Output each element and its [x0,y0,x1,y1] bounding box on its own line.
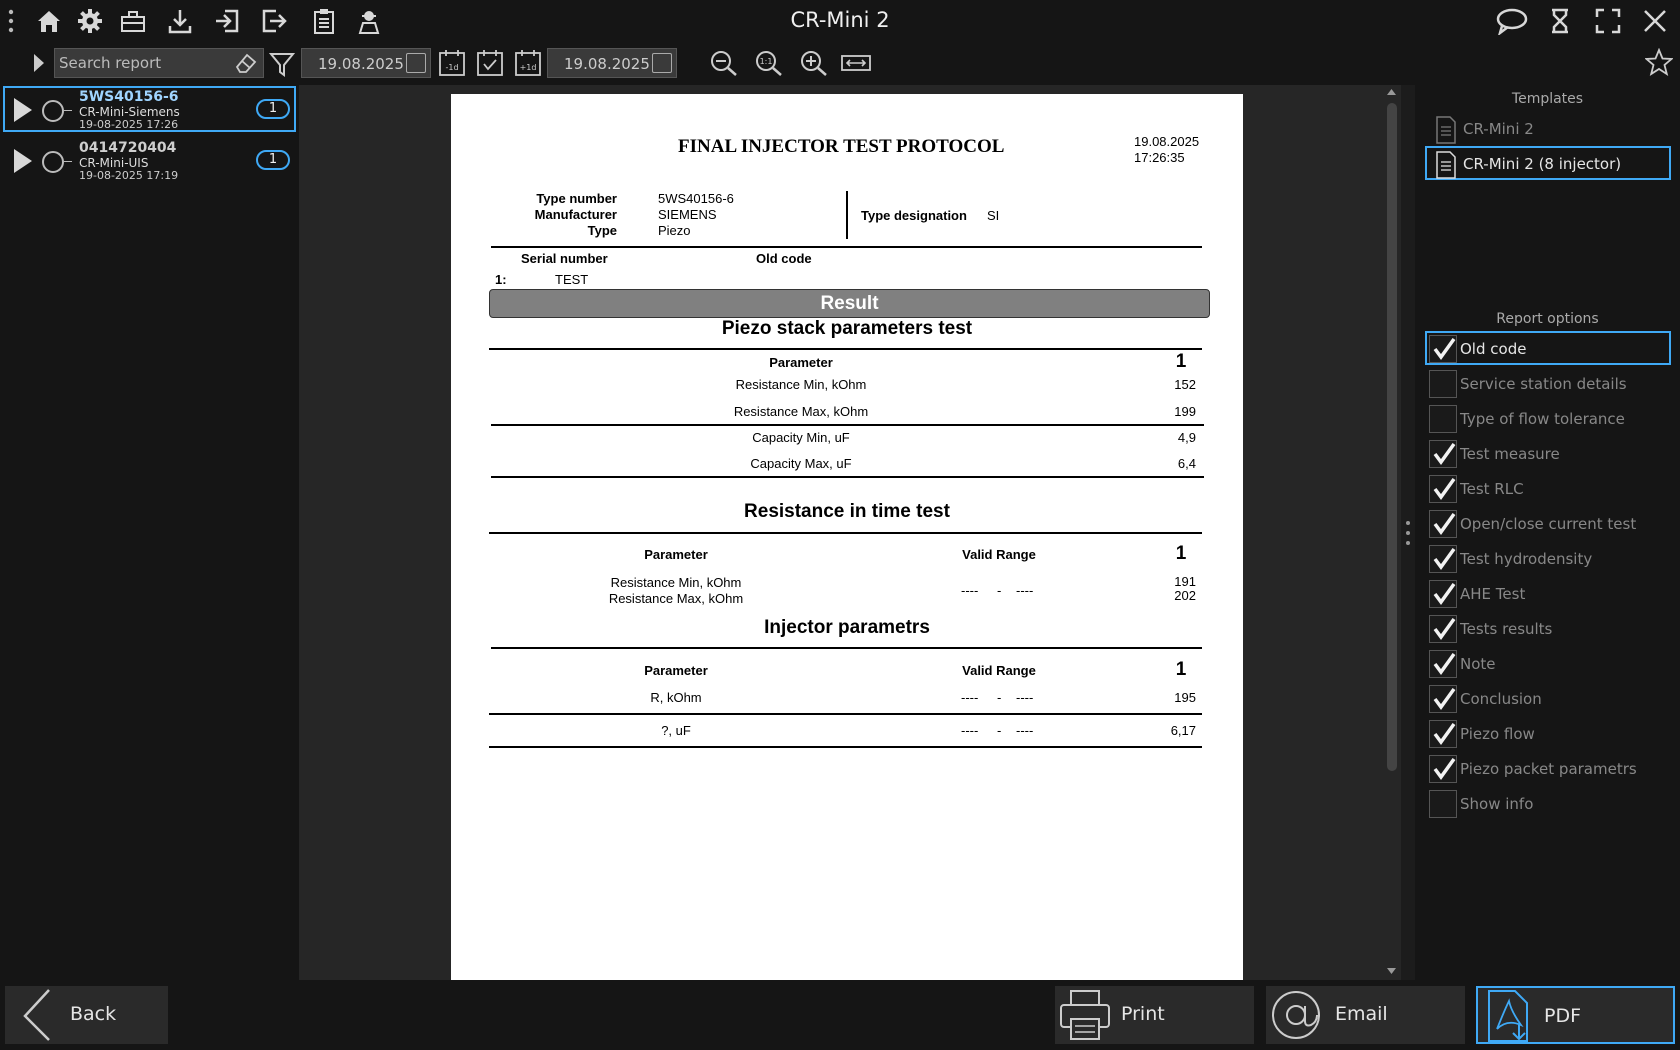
status-circle-icon[interactable] [42,100,64,122]
type-number-label: Type number [536,191,617,206]
checkmark-icon [1431,546,1457,572]
injector-section-title: Injector parametrs [764,617,930,638]
option-label: Test RLC [1460,480,1524,498]
option-label: Type of flow tolerance [1460,410,1625,428]
panel-splitter[interactable] [1401,85,1415,980]
checkmark-icon [1431,336,1457,362]
pdf-button[interactable] [1476,986,1675,1044]
param-name: R, kOhm [650,690,702,705]
document-date: 19.08.2025 [1134,134,1200,149]
report-model: CR-Mini-UIS [79,156,149,170]
report-options-header: Report options [1496,311,1599,327]
manufacturer-label: Manufacturer [534,207,617,222]
divider [489,348,1202,350]
scroll-up-icon[interactable] [1386,88,1397,96]
report-option[interactable] [1425,786,1671,820]
divider [491,647,1202,649]
range-max: ---- [1016,583,1034,598]
svg-text:-1d: -1d [445,63,459,72]
print-button[interactable] [1055,986,1254,1044]
checkmark-icon [1431,476,1457,502]
serial-number-label: Serial number [521,251,608,266]
option-checkbox[interactable] [1429,405,1457,433]
option-label: Test measure [1460,445,1560,463]
report-item[interactable] [3,137,296,183]
checkmark-icon [1431,686,1457,712]
option-label: Service station details [1460,375,1627,393]
date-to-value: 19.08.2025 [564,55,650,73]
parameter-header: Parameter [644,663,708,678]
download-icon[interactable] [165,6,195,36]
viewer-scrollbar[interactable] [1381,85,1401,980]
report-option[interactable] [1425,436,1671,470]
report-item[interactable] [3,86,296,132]
type-label: Type [587,223,617,238]
range-min: ---- [961,583,979,598]
clipboard-icon[interactable] [309,6,339,36]
param-name: Resistance Min, kOhm [610,575,742,590]
divider [489,532,1202,534]
param-value: 6,4 [1177,456,1196,471]
param-value: 152 [1174,377,1196,392]
checkmark-icon [1431,441,1457,467]
param-name: ?, uF [661,723,691,738]
param-value: 202 [1174,588,1196,603]
checkmark-icon [1431,756,1457,782]
option-checkbox[interactable] [1429,370,1457,398]
email-button[interactable] [1266,986,1465,1044]
report-option[interactable] [1425,646,1671,680]
star-icon[interactable] [1645,48,1673,80]
option-checkbox[interactable] [1429,755,1457,783]
at-sign-icon [1269,989,1323,1041]
range-separator: - [997,690,1002,705]
type-designation-label: Type designation [861,208,967,223]
expand-arrow-icon[interactable] [32,52,46,78]
divider [64,110,72,111]
param-value: 199 [1174,404,1196,419]
report-option[interactable] [1425,681,1671,715]
param-name: Resistance Max, kOhm [733,404,869,419]
divider [489,713,1202,715]
play-icon[interactable] [12,147,34,179]
back-arrow-icon [19,988,53,1042]
option-label: Piezo flow [1460,725,1535,743]
back-button[interactable] [5,986,168,1044]
template-label: CR-Mini 2 [1463,120,1534,138]
worker-icon[interactable] [354,6,384,36]
scroll-down-icon[interactable] [1386,967,1397,975]
option-label: Piezo packet parametrs [1460,760,1637,778]
pdf-label: PDF [1544,1005,1582,1027]
resistance-section-title: Resistance in time test [744,501,950,522]
search-field[interactable] [54,48,264,78]
option-checkbox[interactable] [1429,545,1457,573]
zoom-out-icon[interactable] [709,49,739,77]
option-label: Old code [1460,340,1527,358]
zoom-in-icon[interactable] [799,49,829,77]
plus-day-button[interactable] [514,48,542,78]
report-option[interactable] [1425,401,1671,435]
checkmark-icon [1431,651,1457,677]
param-name-group [566,575,786,607]
back-label: Back [70,1003,117,1025]
option-checkbox[interactable] [1429,440,1457,468]
option-label: Tests results [1460,620,1553,638]
eraser-icon[interactable] [233,51,259,79]
close-icon[interactable] [1640,6,1670,36]
count-badge: 1 [256,150,290,170]
template-item[interactable] [1425,146,1671,180]
export-icon[interactable] [259,6,289,36]
valid-range-header: Valid Range [962,547,1036,562]
chat-icon[interactable] [1494,6,1530,36]
bottom-bar [0,980,1680,1050]
param-name: Resistance Max, kOhm [608,591,744,606]
svg-text:1:1: 1:1 [759,57,773,66]
report-date: 19-08-2025 17:19 [79,169,179,182]
divider [846,191,848,239]
today-button[interactable] [476,48,504,78]
param-value-group [1151,575,1196,603]
divider [491,246,1202,248]
option-checkbox[interactable] [1429,685,1457,713]
option-label: Open/close current test [1460,515,1637,533]
document-icon [1434,116,1458,148]
print-label: Print [1121,1003,1165,1025]
column-header: 1 [1175,351,1187,372]
divider [64,161,72,162]
report-option[interactable] [1425,611,1671,645]
parameter-header: Parameter [769,355,833,370]
options-panel [1415,85,1680,980]
report-option[interactable] [1425,751,1671,785]
manufacturer-value: SIEMENS [658,207,717,222]
template-item[interactable] [1425,111,1671,145]
report-option[interactable] [1425,366,1671,400]
old-code-label: Old code [756,251,812,266]
range-min: ---- [961,690,979,705]
param-value: 195 [1174,690,1196,705]
import-icon[interactable] [212,6,242,36]
range-min: ---- [961,723,979,738]
count-badge: 1 [256,99,290,119]
date-spin-icon[interactable] [652,53,672,73]
result-banner [489,289,1210,318]
search-input[interactable] [59,54,229,72]
range-max: ---- [1016,690,1034,705]
divider [491,424,1204,426]
date-from-value: 19.08.2025 [318,55,404,73]
fit-width-icon[interactable] [841,49,871,77]
fullscreen-icon[interactable] [1593,6,1623,36]
option-checkbox[interactable] [1429,720,1457,748]
document-time: 17:26:35 [1134,150,1185,165]
zoom-actual-size-icon[interactable] [754,49,784,77]
date-to-field[interactable] [547,48,677,78]
report-list [0,85,299,980]
status-circle-icon[interactable] [42,151,64,173]
column-header: 1 [1175,659,1187,680]
divider [489,746,1202,748]
option-checkbox[interactable] [1429,615,1457,643]
report-option[interactable] [1425,506,1671,540]
pdf-icon [1483,989,1535,1043]
templates-header: Templates [1511,91,1584,107]
report-page [451,94,1243,980]
checkmark-icon [1431,616,1457,642]
type-designation-value: SI [987,208,1000,223]
report-option[interactable] [1425,541,1671,575]
type-number-value: 5WS40156-6 [658,191,734,206]
piezo-section-title: Piezo stack parameters test [721,318,973,339]
option-checkbox[interactable] [1429,510,1457,538]
option-label: Note [1460,655,1496,673]
hourglass-icon[interactable] [1545,6,1575,36]
column-header: 1 [1175,543,1187,564]
report-option[interactable] [1425,471,1671,505]
filter-icon[interactable] [268,50,296,82]
report-option[interactable] [1425,716,1671,750]
option-checkbox[interactable] [1429,650,1457,678]
range-separator: - [997,583,1002,598]
option-checkbox[interactable] [1429,335,1457,363]
checkmark-icon [1431,581,1457,607]
date-spin-icon[interactable] [406,53,426,73]
valid-range-header: Valid Range [962,663,1036,678]
param-name: Resistance Min, kOhm [735,377,867,392]
option-label: AHE Test [1460,585,1526,603]
param-name: Capacity Max, uF [750,456,852,471]
scrollbar-thumb[interactable] [1387,103,1397,771]
option-label: Test hydrodensity [1460,550,1593,568]
play-icon[interactable] [12,96,34,128]
option-checkbox[interactable] [1429,580,1457,608]
svg-text:+1d: +1d [519,63,537,72]
printer-icon [1057,988,1113,1042]
param-value: 6,17 [1170,723,1196,738]
param-name: Capacity Min, uF [752,430,850,445]
document-icon [1434,151,1458,183]
serial-value: TEST [555,272,589,287]
report-option[interactable] [1425,576,1671,610]
range-max: ---- [1016,723,1034,738]
template-label: CR-Mini 2 (8 injector) [1463,155,1622,173]
param-value: 191 [1174,574,1196,589]
menu-dots-icon[interactable] [0,6,22,36]
option-checkbox[interactable] [1429,790,1457,818]
option-label: Conclusion [1460,690,1542,708]
report-option[interactable] [1425,331,1671,365]
parameter-header: Parameter [644,547,708,562]
minus-day-button[interactable] [438,48,466,78]
option-label: Show info [1460,795,1534,813]
report-model: CR-Mini-Siemens [79,105,180,119]
divider [491,476,1204,478]
report-id: 5WS40156-6 [79,89,179,105]
app-title: CR-Mini 2 [790,8,890,32]
toolbar [0,41,1680,85]
report-id: 0414720404 [79,140,177,156]
range-separator: - [997,723,1002,738]
title-bar [0,0,1680,41]
param-value: 4,9 [1177,430,1196,445]
document-title: FINAL INJECTOR TEST PROTOCOL [678,136,1005,157]
email-label: Email [1335,1003,1388,1025]
home-icon[interactable] [34,6,64,36]
option-checkbox[interactable] [1429,475,1457,503]
result-label: Result [820,293,879,314]
gear-icon[interactable] [75,6,105,36]
report-date: 19-08-2025 17:26 [79,118,179,131]
toolbox-icon[interactable] [118,6,148,36]
checkmark-icon [1431,511,1457,537]
checkmark-icon [1431,721,1457,747]
date-from-field[interactable] [301,48,431,78]
row-index: 1: [495,272,507,287]
type-value: Piezo [658,223,691,238]
